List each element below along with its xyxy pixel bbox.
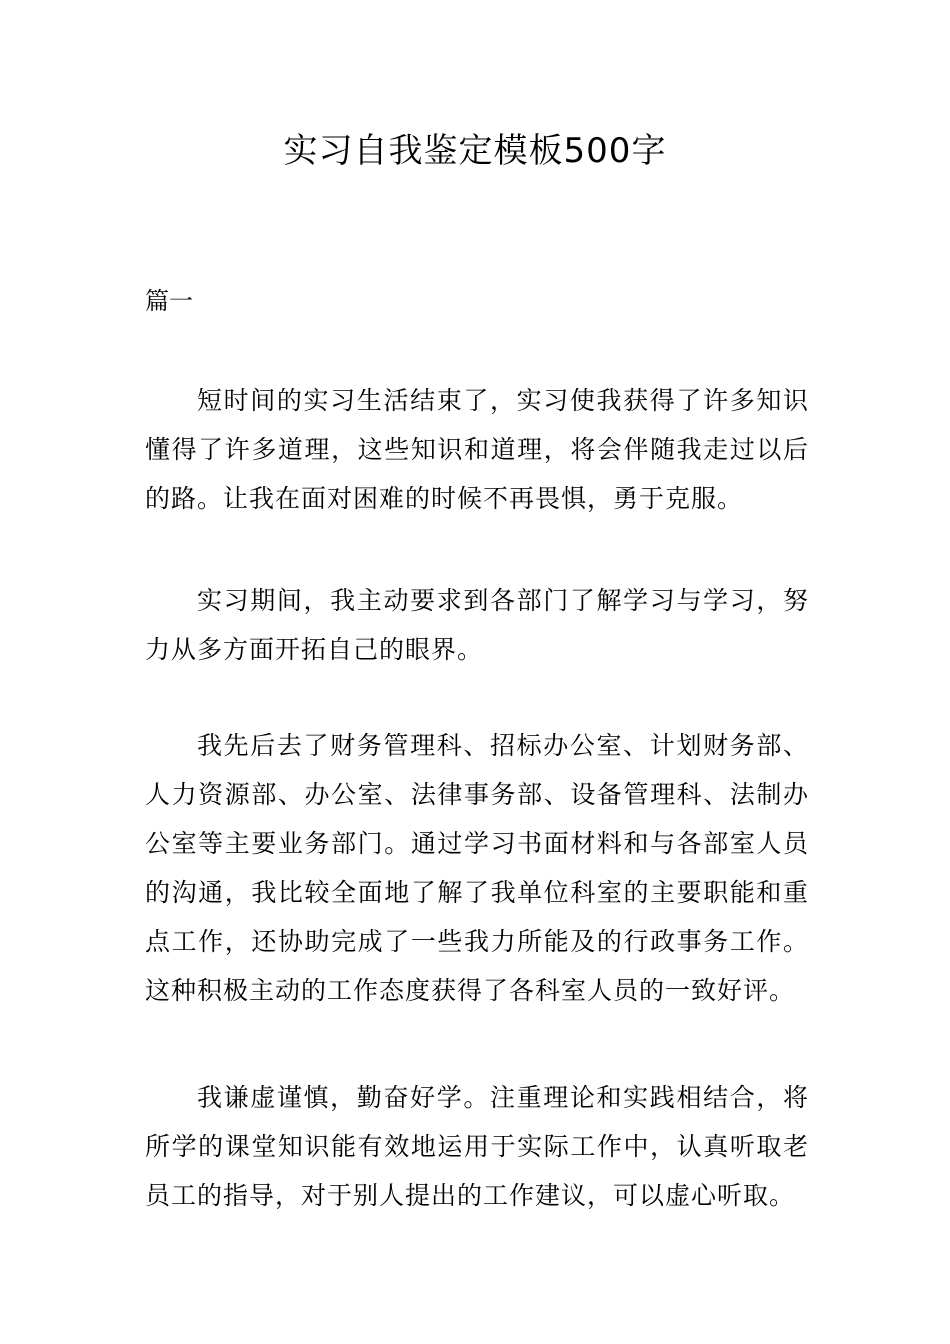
paragraph-2: 实习期间，我主动要求到各部门了解学习与学习，努力从多方面开拓自己的眼界。 [145,586,809,664]
section-heading: 篇一 [145,287,193,315]
paragraph-4: 我谦虚谨慎，勤奋好学。注重理论和实践相结合，将所学的课堂知识能有效地运用于实际工作中，认真听取老员工的指导，对于别人提出的工作建议，可以虚心听取。 [145,1083,809,1210]
document-title: 实习自我鉴定模板500字 [283,131,667,171]
paragraph-3: 我先后去了财务管理科、招标办公室、计划财务部、人力资源部、办公室、法律事务部、设备管理科、法制办公室等主要业务部门。通过学习书面材料和与各部室人员的沟通，我比较全面地了解了我单位科室的主要职能和重点工作，还协助完成了一些我力所能及的行政事务工作。这种积极主动的工作态度获得了各科室人员的一致好评。 [145,731,809,1005]
paragraph-1: 短时间的实习生活结束了，实习使我获得了许多知识懂得了许多道理，这些知识和道理，将会伴随我走过以后的路。让我在面对困难的时候不再畏惧，勇于克服。 [145,386,809,513]
